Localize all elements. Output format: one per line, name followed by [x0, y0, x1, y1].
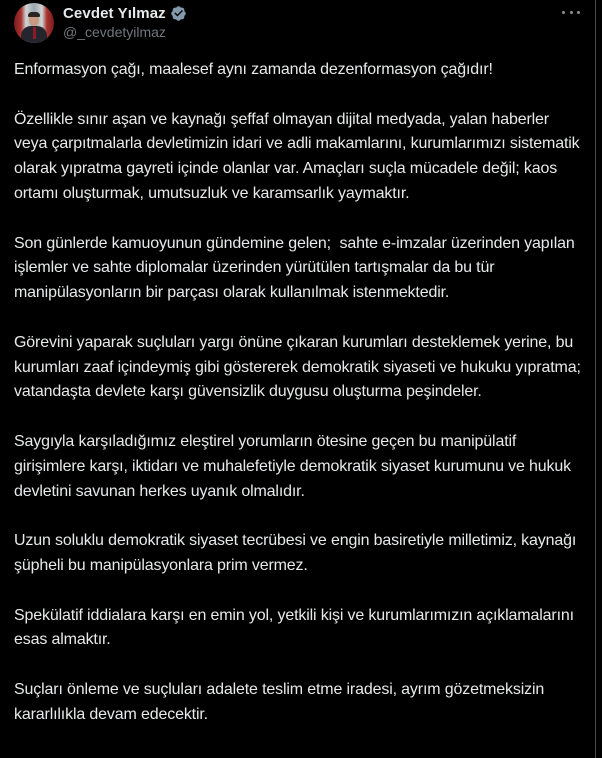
tweet-paragraph: Uzun soluklu demokratik siyaset tecrübesi ve engin basiretiyle milletimiz, kaynağı şüpheli bu manipülasyonlara prim vermez. — [14, 532, 581, 574]
tweet-paragraph: Enformasyon çağı, maalesef aynı zamanda dezenformasyon çağıdır! — [14, 61, 493, 78]
tweet-paragraph: Suçları önleme ve suçluları adalete teslim etme iradesi, ayrım gözetmeksizin kararlılıkla devam edecektir. — [14, 680, 549, 723]
tweet-header — [0, 0, 596, 48]
avatar[interactable] — [14, 3, 54, 43]
tweet-paragraph: Son günlerde kamuoyunun gündemine gelen; sahte e-imzalar üzerinden yapılan işlemler ve sahte diplomalar üzerinden yürütülen tartışmalar da bu tür manipülasyonların bir parçası olarak kullanılmak istenmektedir. — [14, 234, 579, 302]
author-name-row[interactable] — [63, 3, 187, 23]
column-divider — [595, 0, 596, 758]
author-handle[interactable]: @_cevdetyilmaz — [63, 24, 166, 40]
more-dot — [570, 11, 573, 14]
tweet-paragraph: Görevini yaparak suçluları yargı önüne çıkaran kurumları desteklemek yerine, bu kurumları zaaf içindeymiş gibi göstererek demokratik siyaseti ve hukuku yıpratma; vatandaşta devlete karşı güvensizlik duygusu oluşturma peşindeler. — [14, 333, 586, 401]
tweet-paragraph: Spekülatif iddialara karşı en emin yol, yetkili kişi ve kurumlarımızın açıklamalarını esas almaktır. — [14, 606, 579, 649]
avatar-tie-shape — [33, 27, 36, 39]
author-display-name[interactable]: Cevdet Yılmaz — [63, 4, 166, 22]
more-dot — [577, 11, 580, 14]
tweet-paragraph: Özellikle sınır aşan ve kaynağı şeffaf olmayan dijital medyada, yalan haberler veya çarpıtmalarla devletimizin idari ve adli makamlarını, kurumlarımızı sistematik olarak yıpratma gayreti içinde olanlar var. Amaçları suçla mücadele değil; kaos ortamı oluşturmak, umutsuzluk ve karamsarlık yaymaktır. — [14, 110, 584, 202]
verified-badge-icon[interactable] — [170, 5, 187, 22]
more-horizontal-icon[interactable] — [562, 6, 580, 18]
avatar-hair-shape — [28, 12, 40, 17]
tweet-text — [14, 58, 586, 752]
more-dot — [562, 11, 565, 14]
tweet-paragraph: Saygıyla karşıladığımız eleştirel yorumların ötesine geçen bu manipülatif girişimlere karşı, iktidarı ve muhalefetiyle demokratik siyaset kurumunu ve hukuk devletini savunan herkes uyanık olmalıdır. — [14, 432, 576, 500]
